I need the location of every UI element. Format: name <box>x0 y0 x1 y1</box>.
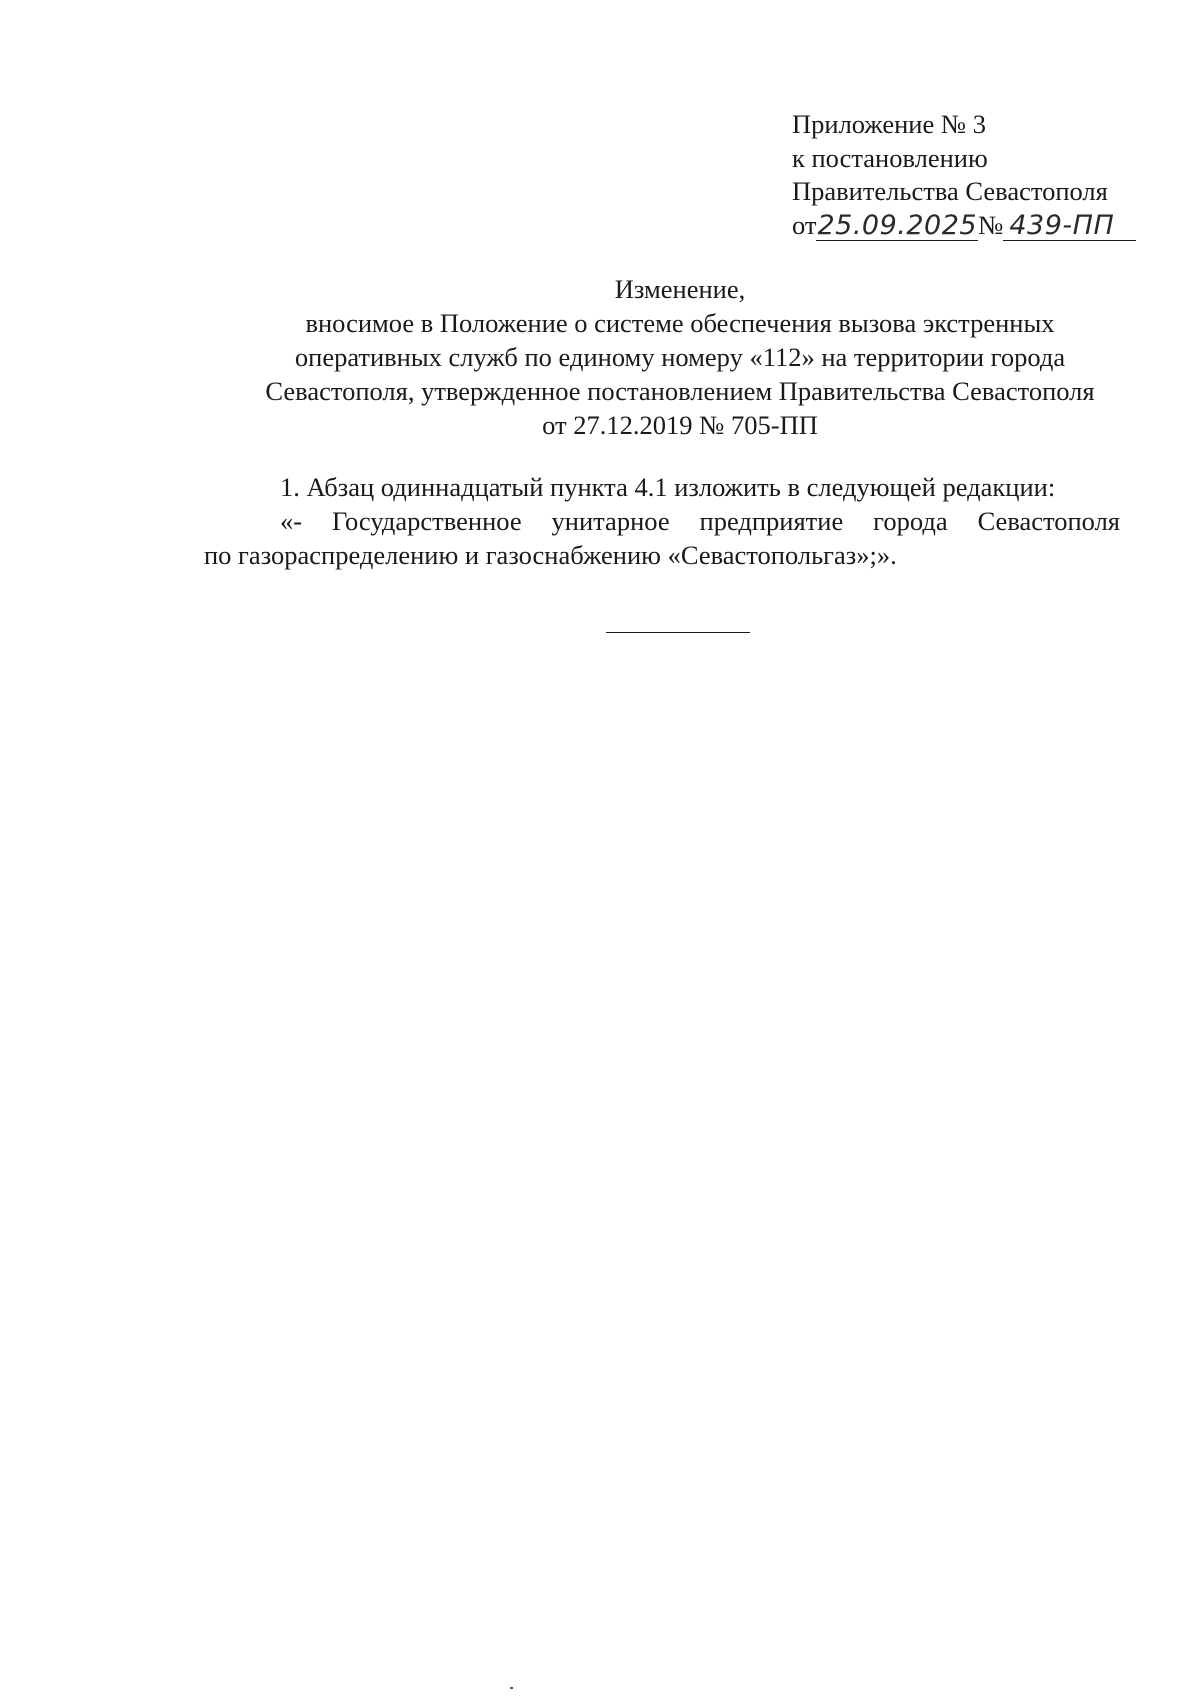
end-divider <box>606 632 750 633</box>
item-paragraph: 1. Абзац одиннадцатый пункта 4.1 изложить в следующей редакции: <box>280 472 1056 502</box>
appendix-header <box>792 108 1152 242</box>
title-line: оперативных служб по единому номеру «112» на территории города <box>294 342 1066 372</box>
date-prefix: от <box>792 209 817 240</box>
appendix-authority: Правительства Севастополя <box>792 176 1108 206</box>
appendix-title: Приложение № 3 <box>792 109 987 139</box>
handwritten-date: 25.09.2025 <box>817 209 978 241</box>
title-line: Севастополя, утвержденное постановлением Правительства Севастополя <box>265 376 1095 406</box>
quote-continuation: по газораспределению и газоснабжению «Севастопольгаз»;». <box>204 540 897 570</box>
title-heading: Изменение, <box>614 274 746 304</box>
document-title <box>170 272 1190 442</box>
quote-paragraph: «- Государственное унитарное предприятие города Севастополя <box>280 506 1120 536</box>
number-sign: № <box>978 209 1004 240</box>
appendix-reference: к постановлению <box>792 142 988 173</box>
appendix-date-number <box>792 209 1152 243</box>
document-body <box>204 470 1120 572</box>
title-line: вносимое в Положение о системе обеспечения вызова экстренных <box>305 308 1055 338</box>
title-line: от 27.12.2019 № 705-ПП <box>542 410 818 440</box>
handwritten-number: 439-ПП <box>1003 212 1136 241</box>
scan-speck <box>510 1687 513 1689</box>
